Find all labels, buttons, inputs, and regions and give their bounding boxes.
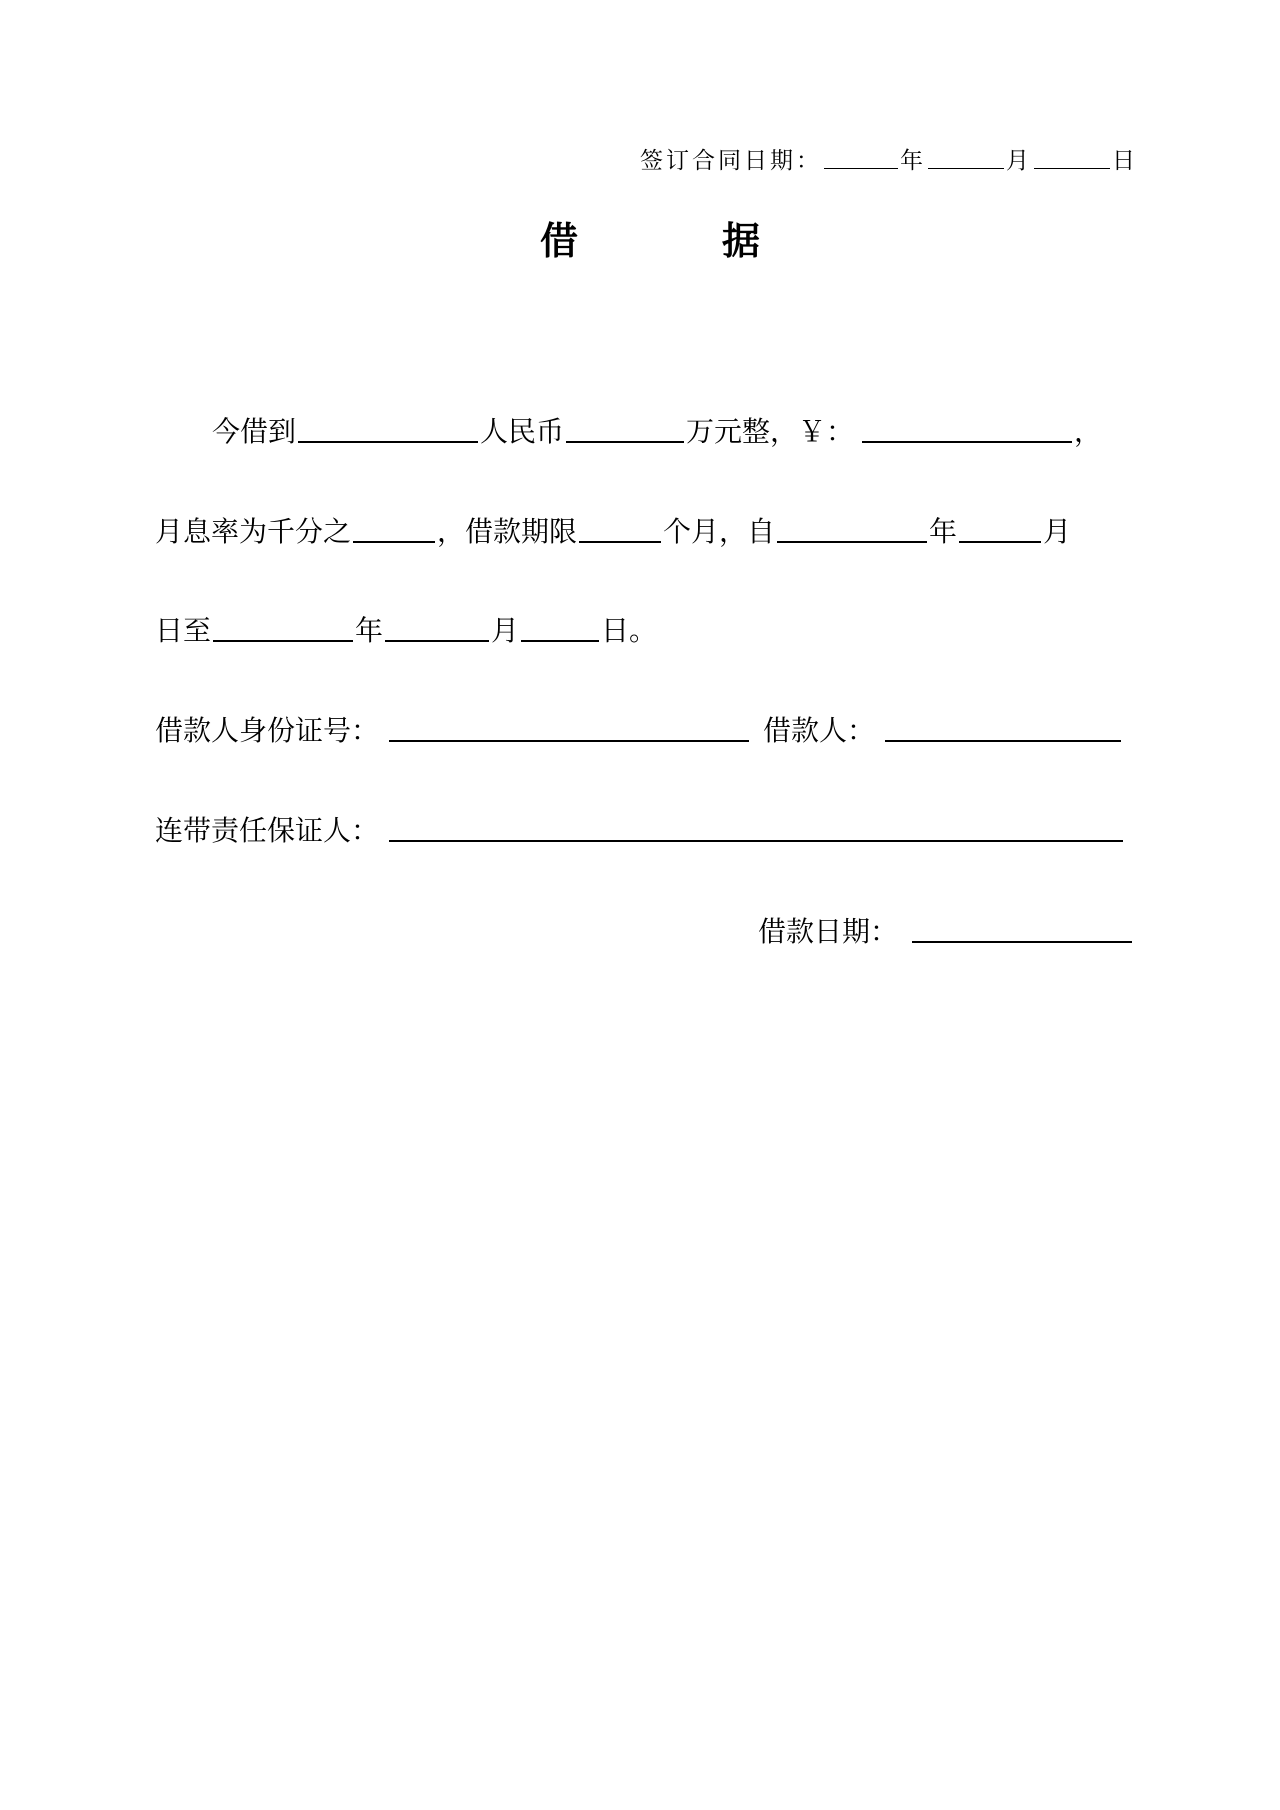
guarantor-field[interactable] bbox=[389, 839, 1123, 842]
guarantor-line bbox=[155, 814, 1125, 847]
start-month-blank[interactable] bbox=[959, 540, 1041, 543]
title-char-2: 据 bbox=[721, 219, 760, 263]
amount-yuan-blank[interactable] bbox=[862, 440, 1072, 443]
title-char-1: 借 bbox=[540, 219, 579, 263]
loan-date-field[interactable] bbox=[912, 940, 1132, 943]
loan-paragraph-line-2 bbox=[155, 515, 1072, 548]
end-year-blank[interactable] bbox=[213, 639, 353, 642]
start-year-label: 年 bbox=[929, 515, 958, 548]
loan-date-line bbox=[758, 915, 1134, 948]
day-label: 日 bbox=[1112, 148, 1138, 174]
month-label: 月 bbox=[1006, 148, 1032, 174]
signing-year-blank[interactable] bbox=[824, 167, 898, 169]
signing-month-blank[interactable] bbox=[928, 167, 1004, 169]
guarantor-label: 连带责任保证人： bbox=[155, 814, 380, 847]
comma: ， bbox=[1074, 415, 1103, 448]
borrower-line bbox=[155, 714, 1123, 747]
rmb-label: 人民币 bbox=[480, 415, 565, 448]
start-year-blank[interactable] bbox=[777, 540, 927, 543]
end-day-label: 日。 bbox=[601, 614, 658, 647]
loan-paragraph-line-1 bbox=[212, 415, 1103, 448]
end-month-blank[interactable] bbox=[385, 639, 489, 642]
loan-date-label: 借款日期： bbox=[758, 915, 899, 948]
end-month-label: 月 bbox=[491, 614, 520, 647]
loan-term-label: ，借款期限 bbox=[437, 515, 578, 548]
lender-blank[interactable] bbox=[298, 440, 478, 443]
borrower-id-label: 借款人身份证号： bbox=[155, 714, 380, 747]
borrower-id-field[interactable] bbox=[389, 739, 749, 742]
signing-date-line bbox=[640, 150, 1138, 173]
borrower-label: 借款人： bbox=[763, 714, 876, 747]
borrower-field[interactable] bbox=[885, 739, 1121, 742]
start-month-label: 月 bbox=[1043, 515, 1072, 548]
rate-blank[interactable] bbox=[353, 540, 435, 543]
end-year-label: 年 bbox=[355, 614, 384, 647]
term-months-blank[interactable] bbox=[579, 540, 661, 543]
monthly-rate-label: 月息率为千分之 bbox=[155, 515, 352, 548]
months-from-label: 个月，自 bbox=[663, 515, 776, 548]
page-title bbox=[540, 210, 760, 265]
signing-date-label: 签订合同日期： bbox=[640, 148, 822, 174]
borrowed-from-label: 今借到 bbox=[212, 415, 297, 448]
signing-day-blank[interactable] bbox=[1034, 167, 1110, 169]
amount-unit-label: 万元整，￥： bbox=[686, 415, 855, 448]
loan-paragraph-line-3 bbox=[155, 614, 658, 647]
amount-wan-blank[interactable] bbox=[566, 440, 684, 443]
day-to-label: 日至 bbox=[155, 614, 212, 647]
year-label: 年 bbox=[900, 148, 926, 174]
end-day-blank[interactable] bbox=[521, 639, 599, 642]
